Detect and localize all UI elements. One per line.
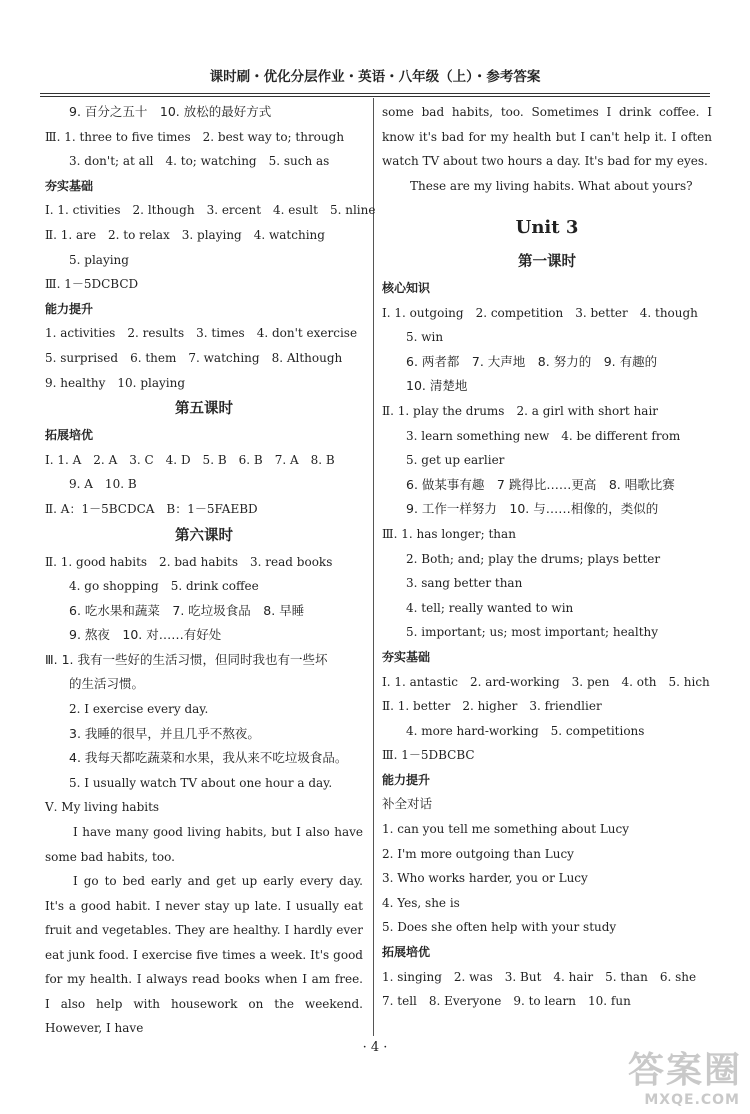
answer-line: 5. I usually watch TV about one hour a day.: [69, 775, 333, 790]
answer-line: 的生活习惯。: [69, 676, 145, 692]
answer-line: 9. 百分之五十 10. 放松的最好方式: [69, 104, 272, 119]
header-rule: [40, 93, 710, 94]
answer-line: 6. 两者都 7. 大声地 8. 努力的 9. 有趣的: [406, 353, 658, 369]
answer-line: 3. 我睡的很早，并且几乎不熬夜。: [69, 725, 260, 741]
answer-line: 9. 熬夜 10. 对……有好处: [69, 627, 222, 643]
answer-line: 5. playing: [69, 252, 129, 267]
answer-line: 1. can you tell me something about Lucy: [382, 822, 630, 837]
essay-paragraph: I go to bed early and get up early every day. It's a good habit. I never stay up late. I usually eat fruit and vegetables. They are healthy. I hardly ever eat junk food. I exercise five times a week. It's good for my health. I always read books when I am free. I also help with housework on the weekend. However, I have: [45, 874, 363, 1036]
answer-line: 6. 吃水果和蔬菜 7. 吃垃圾食品 8. 早睡: [69, 602, 305, 618]
answer-line: 10. 清楚地: [406, 378, 468, 394]
answer-line: 4. 我每天都吃蔬菜和水果，我从来不吃垃圾食品。: [69, 750, 348, 766]
section-heading: 拓展培优: [382, 945, 431, 960]
header-rule-thin: [40, 96, 710, 97]
answer-line: 5. surprised 6. them 7. watching 8. Although: [45, 350, 343, 365]
answer-line: Ⅲ. 1. 我有一些好的生活习惯，但同时我也有一些坏: [45, 651, 328, 667]
header-title: 课时刷・优化分层作业・英语・八年级（上）・参考答案: [209, 69, 541, 85]
answer-line: Ⅱ. 1. good habits 2. bad habits 3. read books: [45, 554, 333, 569]
left-column: [45, 100, 376, 1041]
right-column: [382, 100, 712, 1014]
answer-line: 4. Yes, she is: [382, 895, 460, 910]
answer-line: 3. Who works harder, you or Lucy: [382, 871, 588, 886]
lesson-title: 第一课时: [518, 254, 576, 270]
answer-line: 3. don't; at all 4. to; watching 5. such as: [69, 154, 330, 169]
answer-line: Ⅲ. 1－5DBCBC: [382, 748, 475, 763]
answer-line: 1. activities 2. results 3. times 4. don't exercise: [45, 326, 358, 341]
answer-line: Ⅲ. 1. has longer; than: [382, 526, 516, 541]
answer-line: 2. I'm more outgoing than Lucy: [382, 846, 574, 861]
answer-line: Ⅱ. A：1－5BCDCA B：1－5FAEBD: [45, 501, 258, 516]
section-heading: 拓展培优: [45, 428, 94, 443]
answer-line: 9. 工作一样努力 10. 与……相像的，类似的: [406, 501, 659, 517]
answer-line: Ⅰ. 1. ctivities 2. lthough 3. ercent 4. esult 5. nline: [45, 203, 376, 218]
section-heading: 能力提升: [382, 772, 431, 787]
answer-line: 5. Does she often help with your study: [382, 920, 617, 935]
essay-paragraph: some bad habits, too. Sometimes I drink coffee. I know it's bad for my health but I can't help it. I often watch TV about two hours a day. It's bad for my eyes.: [382, 105, 712, 168]
answer-line: Ⅱ. 1. play the drums 2. a girl with short hair: [382, 403, 659, 418]
section-heading: 核心知识: [382, 281, 431, 295]
answer-line: Ⅲ. 1－5DCBCD: [45, 277, 139, 292]
answer-line: 2. I exercise every day.: [69, 702, 209, 717]
answer-line: 4. tell; really wanted to win: [406, 600, 574, 615]
lesson-title: 第六课时: [175, 527, 233, 544]
watermark-url: MXQE.COM: [644, 1092, 740, 1108]
watermark-text: 答案圈: [627, 1050, 742, 1091]
essay-paragraph: I have many good living habits, but I also have some bad habits, too.: [45, 825, 363, 864]
answer-line: Ⅰ. 1. A 2. A 3. C 4. D 5. B 6. B 7. A 8. B: [45, 452, 335, 467]
section-heading: 夯实基础: [382, 649, 431, 664]
answer-line: 3. sang better than: [406, 576, 523, 591]
answer-line: 2. Both; and; play the drums; plays better: [406, 551, 661, 566]
essay-paragraph: These are my living habits. What about yours?: [410, 178, 693, 193]
page-header: [40, 62, 710, 98]
answer-line: 5. win: [406, 330, 444, 345]
answer-line: 7. tell 8. Everyone 9. to learn 10. fun: [382, 994, 631, 1009]
subsection-heading: 补全对话: [382, 796, 433, 812]
column-divider: [373, 98, 374, 1036]
answer-line: 9. A 10. B: [69, 477, 137, 492]
answer-line: 6. 做某事有趣 7 跳得比……更高 8. 唱歌比赛: [406, 476, 675, 492]
answer-line: Ⅱ. 1. better 2. higher 3. friendlier: [382, 699, 602, 714]
answer-line: Ⅰ. 1. outgoing 2. competition 3. better 4. though: [382, 305, 698, 320]
answer-line: 3. learn something new 4. be different from: [406, 428, 681, 443]
section-heading: 能力提升: [45, 301, 94, 316]
answer-line: Ⅱ. 1. are 2. to relax 3. playing 4. watching: [45, 227, 325, 242]
answer-line: 5. important; us; most important; healthy: [406, 625, 659, 640]
answer-line: 4. more hard-working 5. competitions: [406, 723, 645, 738]
answer-line: 9. healthy 10. playing: [45, 375, 186, 390]
answer-line: 5. get up earlier: [406, 453, 505, 468]
answer-line: Ⅲ. 1. three to five times 2. best way to; through: [45, 129, 345, 144]
section-heading: 夯实基础: [45, 178, 94, 193]
answer-line: Ⅰ. 1. antastic 2. ard-working 3. pen 4. oth 5. hich: [382, 674, 710, 689]
answer-line: 4. go shopping 5. drink coffee: [69, 579, 259, 594]
page-number: · 4 ·: [362, 1040, 388, 1055]
lesson-title: 第五课时: [175, 401, 233, 418]
answer-line: 1. singing 2. was 3. But 4. hair 5. than 6. she: [382, 969, 697, 984]
unit-title: Unit 3: [515, 217, 579, 238]
watermark-logo: [614, 1038, 742, 1110]
answer-line: Ⅴ. My living habits: [45, 800, 160, 815]
